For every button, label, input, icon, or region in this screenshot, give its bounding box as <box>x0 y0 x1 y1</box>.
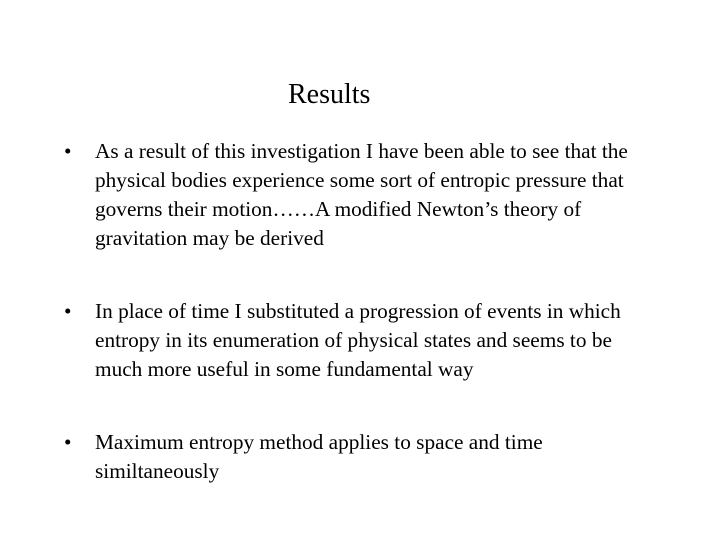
bullet-item <box>64 428 664 486</box>
bullet-dot-icon: • <box>64 430 72 454</box>
slide-title: Results <box>288 79 371 110</box>
bullet-text: In place of time I substituted a progression of events in which entropy in its enumeration of physical states and seems to be much more useful in some fundamental way <box>95 299 621 381</box>
bullet-dot-icon: • <box>64 139 72 163</box>
bullet-dot-icon: • <box>64 299 72 323</box>
bullet-list <box>64 137 664 486</box>
bullet-text: As a result of this investigation I have been able to see that the physical bodies experience some sort of entropic pressure that governs their motion……A modified Newton’s theory of gravitation may be derived <box>95 139 628 250</box>
bullet-item <box>64 297 664 384</box>
bullet-text: Maximum entropy method applies to space and time similtaneously <box>95 430 543 483</box>
bullet-item <box>64 137 664 253</box>
